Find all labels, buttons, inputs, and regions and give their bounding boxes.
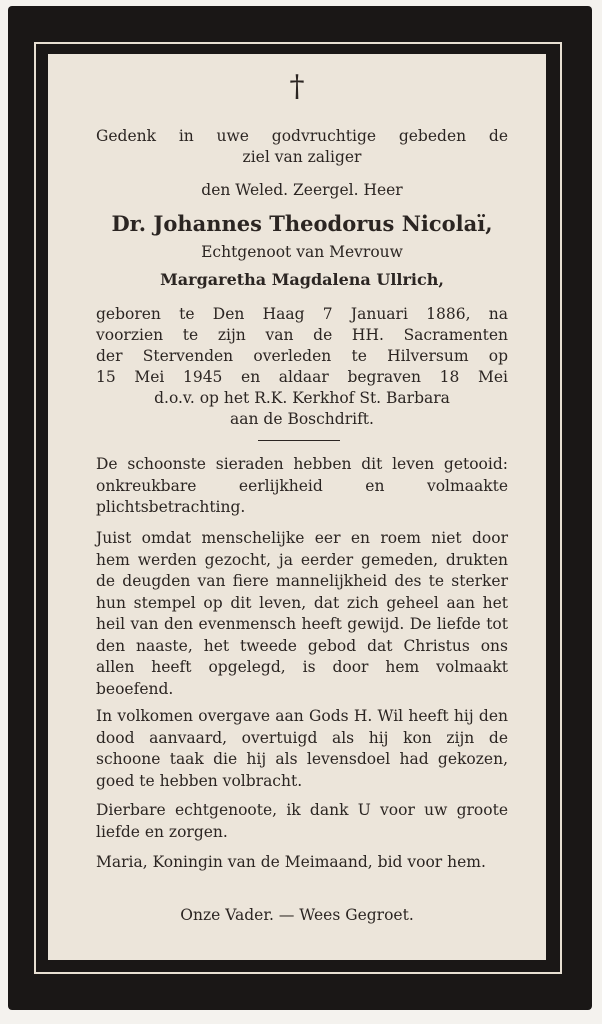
bio-line: voorzien te zijn van de HH. Sacramenten <box>96 326 508 344</box>
bio-line: der Stervenden overleden te Hilversum op <box>96 347 508 365</box>
paragraph-spouse-thanks: Dierbare echtgenoote, ik dank U voor uw groote liefde en zorgen. <box>96 801 508 841</box>
bio-line: aan de Boschdrift. <box>230 410 374 428</box>
cross-icon: † <box>289 69 305 104</box>
bio-line: geboren te Den Haag 7 Januari 1886, na <box>96 305 508 323</box>
spouse-name: Margaretha Magdalena Ullrich, <box>160 270 444 289</box>
card-paper <box>48 54 546 960</box>
paragraph-maria: Maria, Koningin van de Meimaand, bid voor hem. <box>96 853 486 871</box>
prayer-request-line-2: ziel van zaliger <box>242 148 362 166</box>
closing-prayers: Onze Vader. — Wees Gegroet. <box>180 906 414 924</box>
paragraph-surrender: In volkomen overgave aan Gods H. Wil heeft hij den dood aanvaard, overtuigd als hij kon zijn de schoone taak die hij als levensdoel had gekozen, goed te hebben volbracht. <box>96 707 508 790</box>
paragraph-virtues: De schoonste sieraden hebben dit leven getooid: onkreukbare eerlijkheid en volmaakte plichtsbetrachting. <box>96 455 508 516</box>
prayer-request-line-1: Gedenk in uwe godvruchtige gebeden de <box>96 127 508 145</box>
bio-line: 15 Mei 1945 en aldaar begraven 18 Mei <box>96 368 508 386</box>
bio-line: d.o.v. op het R.K. Kerkhof St. Barbara <box>154 389 450 407</box>
paragraph-character: Juist omdat menschelijke eer en roem niet door hem werden gezocht, ja eerder gemeden, drukten de deugden van fiere mannelijkheid des te sterker hun stempel op dit leven, dat zich geheel aan het heil van den evenmensch heeft gewijd. De liefde tot den naaste, het tweede gebod dat Christus ons allen heeft opgelegd, is door hem volmaakt beoefend. <box>96 529 508 698</box>
honorific: den Weled. Zeergel. Heer <box>201 181 403 199</box>
deceased-name: Dr. Johannes Theodorus Nicolaï, <box>111 211 493 236</box>
divider <box>258 440 340 441</box>
spouse-intro: Echtgenoot van Mevrouw <box>201 243 403 261</box>
